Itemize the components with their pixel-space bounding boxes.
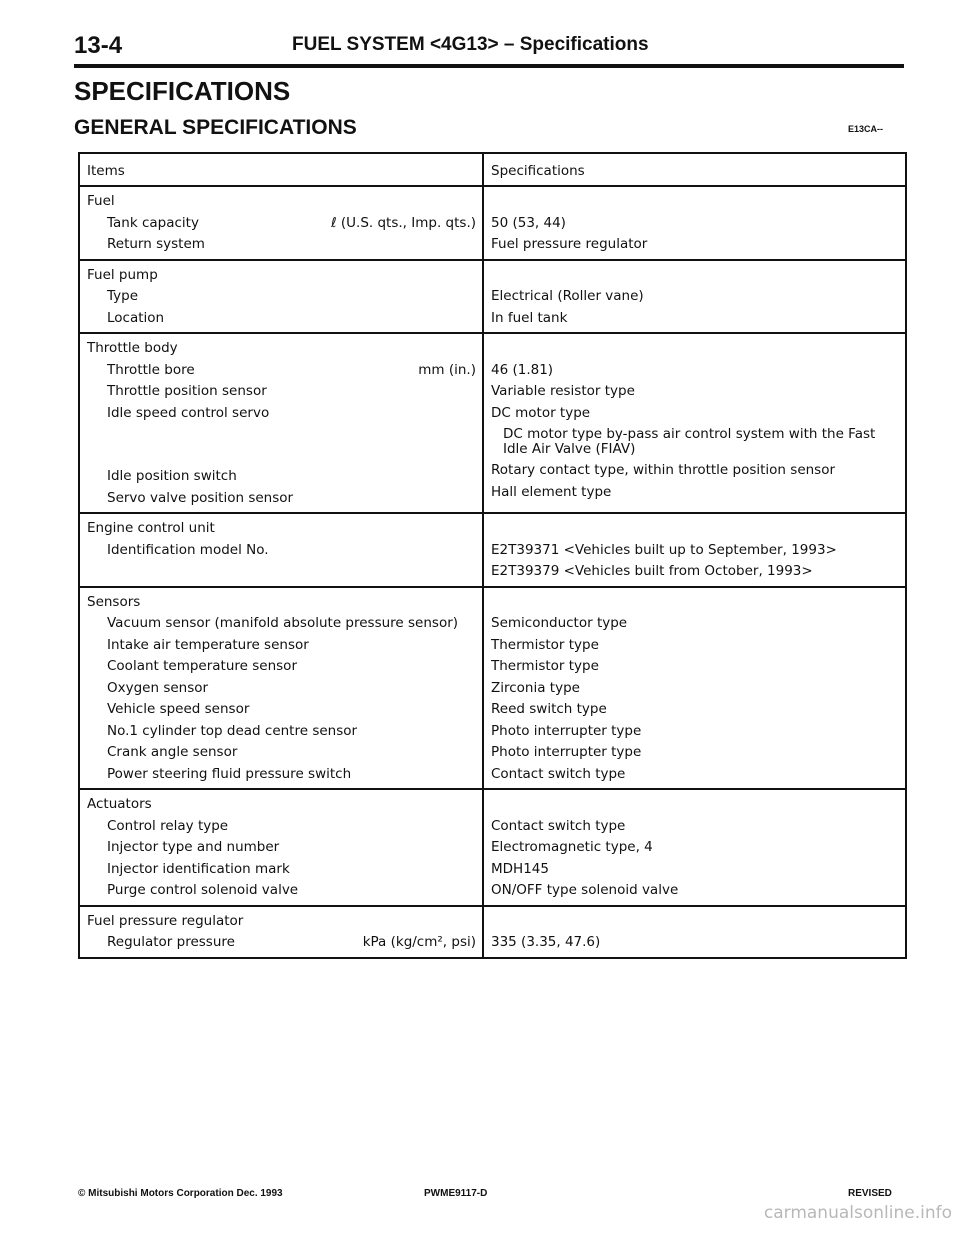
spacer xyxy=(491,338,899,360)
watermark: carmanualsonline.info xyxy=(763,1203,952,1223)
item-label: Power steering fluid pressure switch xyxy=(107,765,352,782)
spec-value: Rotary contact type, within throttle position sensor xyxy=(491,462,836,478)
group-title: Fuel xyxy=(87,193,115,209)
item-line xyxy=(87,286,476,308)
item-line xyxy=(87,880,476,902)
table-group-row xyxy=(80,512,905,586)
item-line xyxy=(87,742,476,764)
item-line xyxy=(87,837,476,859)
specifications-cell xyxy=(484,334,905,512)
item-line xyxy=(87,721,476,743)
spec-value: Reed switch type xyxy=(491,701,607,717)
items-cell xyxy=(80,187,484,259)
item-label: Crank angle sensor xyxy=(107,744,238,760)
item-label: Return system xyxy=(107,236,205,252)
items-cell xyxy=(80,790,484,905)
spec-value: Fuel pressure regulator xyxy=(491,236,648,252)
item-line xyxy=(87,635,476,657)
item-label: Control relay type xyxy=(107,817,229,834)
table-group-row xyxy=(80,905,905,957)
item-line xyxy=(87,360,476,382)
item-label: Idle speed control servo xyxy=(107,404,270,421)
spec-value: Variable resistor type xyxy=(491,383,635,399)
item-label: Location xyxy=(107,309,165,326)
group-title: Throttle body xyxy=(87,340,178,356)
item-line xyxy=(87,613,476,635)
spec-value: Semiconductor type xyxy=(491,615,628,631)
item-line xyxy=(87,561,476,583)
page-subtitle: GENERAL SPECIFICATIONS xyxy=(74,116,357,139)
item-line xyxy=(87,816,476,838)
item-label: Regulator pressure xyxy=(107,934,235,950)
spec-value: Electrical (Roller vane) xyxy=(491,288,644,304)
item-line xyxy=(87,466,476,488)
item-line xyxy=(87,764,476,786)
spec-value: E2T39371 <Vehicles built up to September, 1993> xyxy=(491,541,837,558)
page-title: SPECIFICATIONS xyxy=(74,76,291,106)
group-title: Fuel pump xyxy=(87,266,158,283)
item-label: Tank capacity xyxy=(107,214,199,231)
spacer xyxy=(491,794,899,816)
footer-doc-code: PWME9117-D xyxy=(424,1188,488,1199)
table-group-row xyxy=(80,259,905,333)
item-label: Throttle position sensor xyxy=(107,383,267,399)
spec-value: Contact switch type xyxy=(491,765,626,782)
item-line xyxy=(87,308,476,330)
item-unit: kPa (kg/cm², psi) xyxy=(362,934,476,950)
specifications-cell xyxy=(484,907,905,957)
spec-value: Zirconia type xyxy=(491,679,580,696)
item-line xyxy=(87,424,476,466)
specifications-cell xyxy=(484,588,905,789)
spec-value: Photo interrupter type xyxy=(491,722,642,739)
spacer xyxy=(491,191,899,213)
item-line xyxy=(87,656,476,678)
items-cell xyxy=(80,907,484,957)
item-line xyxy=(87,932,476,954)
specifications-cell xyxy=(484,187,905,259)
spacer xyxy=(491,911,899,933)
item-label: Servo valve position sensor xyxy=(107,489,294,506)
spec-value: Hall element type xyxy=(491,483,612,500)
spacer xyxy=(491,265,899,287)
group-title: Fuel pressure regulator xyxy=(87,912,244,929)
item-label: Intake air temperature sensor xyxy=(107,636,309,653)
spacer xyxy=(491,592,899,614)
table-group-row xyxy=(80,332,905,512)
footer-status: REVISED xyxy=(848,1188,892,1199)
spec-value: Photo interrupter type xyxy=(491,744,642,760)
item-label: No.1 cylinder top dead centre sensor xyxy=(107,722,358,739)
table-header-row xyxy=(80,154,905,185)
spec-value: E2T39379 <Vehicles built from October, 1993> xyxy=(491,563,813,579)
items-cell xyxy=(80,334,484,512)
spacer xyxy=(491,518,899,540)
specifications-cell xyxy=(484,261,905,333)
item-line xyxy=(87,699,476,721)
item-label: Injector identification mark xyxy=(107,860,290,877)
spec-value: MDH145 xyxy=(491,860,549,877)
items-cell xyxy=(80,261,484,333)
table-group-row xyxy=(80,788,905,905)
item-label: Coolant temperature sensor xyxy=(107,658,297,674)
footer-copyright: © Mitsubishi Motors Corporation Dec. 1993 xyxy=(78,1188,283,1199)
specifications-cell xyxy=(484,790,905,905)
item-label: Throttle bore xyxy=(107,361,195,378)
group-title: Engine control unit xyxy=(87,520,215,536)
spec-value: 46 (1.81) xyxy=(491,361,554,378)
item-line xyxy=(87,488,476,510)
spec-value: Contact switch type xyxy=(491,817,626,834)
table-group-row xyxy=(80,586,905,789)
spec-value: 50 (53, 44) xyxy=(491,214,566,231)
spec-value: ON/OFF type solenoid valve xyxy=(491,882,679,898)
item-label: Identification model No. xyxy=(107,541,269,558)
item-line xyxy=(87,859,476,881)
table-group-row xyxy=(80,185,905,259)
group-title: Sensors xyxy=(87,593,141,610)
items-cell xyxy=(80,514,484,586)
item-label: Injector type and number xyxy=(107,839,280,855)
item-label: Idle position switch xyxy=(107,468,237,484)
spec-value: DC motor type xyxy=(491,404,591,421)
item-line xyxy=(87,213,476,235)
item-unit: mm (in.) xyxy=(418,361,476,378)
spec-value: Thermistor type xyxy=(491,636,599,653)
section-title: FUEL SYSTEM <4G13> – Specifications xyxy=(292,34,649,55)
specifications-column-header xyxy=(484,154,905,185)
item-line xyxy=(87,540,476,562)
specifications-header-label: Specifications xyxy=(491,163,585,179)
item-line xyxy=(87,678,476,700)
item-label: Vacuum sensor (manifold absolute pressure sensor) xyxy=(107,615,459,631)
items-cell xyxy=(80,588,484,789)
item-line xyxy=(87,234,476,256)
items-column-header xyxy=(80,154,484,185)
items-header-label: Items xyxy=(87,163,125,179)
item-unit: ℓ (U.S. qts., Imp. qts.) xyxy=(331,214,476,231)
spec-value: In fuel tank xyxy=(491,309,568,326)
item-label: Oxygen sensor xyxy=(107,679,209,696)
spec-value: 335 (3.35, 47.6) xyxy=(491,934,601,950)
specifications-cell xyxy=(484,514,905,586)
item-line xyxy=(87,381,476,403)
spec-value: Electromagnetic type, 4 xyxy=(491,839,653,855)
section-code: E13CA-- xyxy=(848,124,884,134)
item-label: Vehicle speed sensor xyxy=(107,701,250,717)
spec-value: DC motor type by-pass air control system with the Fast Idle Air Valve (FIAV) xyxy=(503,426,876,457)
page-number: 13-4 xyxy=(74,32,123,59)
item-line xyxy=(87,403,476,425)
page-header xyxy=(74,32,904,68)
spec-value: Thermistor type xyxy=(491,658,599,674)
specifications-table xyxy=(78,152,907,959)
item-label: Type xyxy=(107,288,139,304)
item-label: Purge control solenoid valve xyxy=(107,882,299,898)
group-title: Actuators xyxy=(87,796,152,812)
